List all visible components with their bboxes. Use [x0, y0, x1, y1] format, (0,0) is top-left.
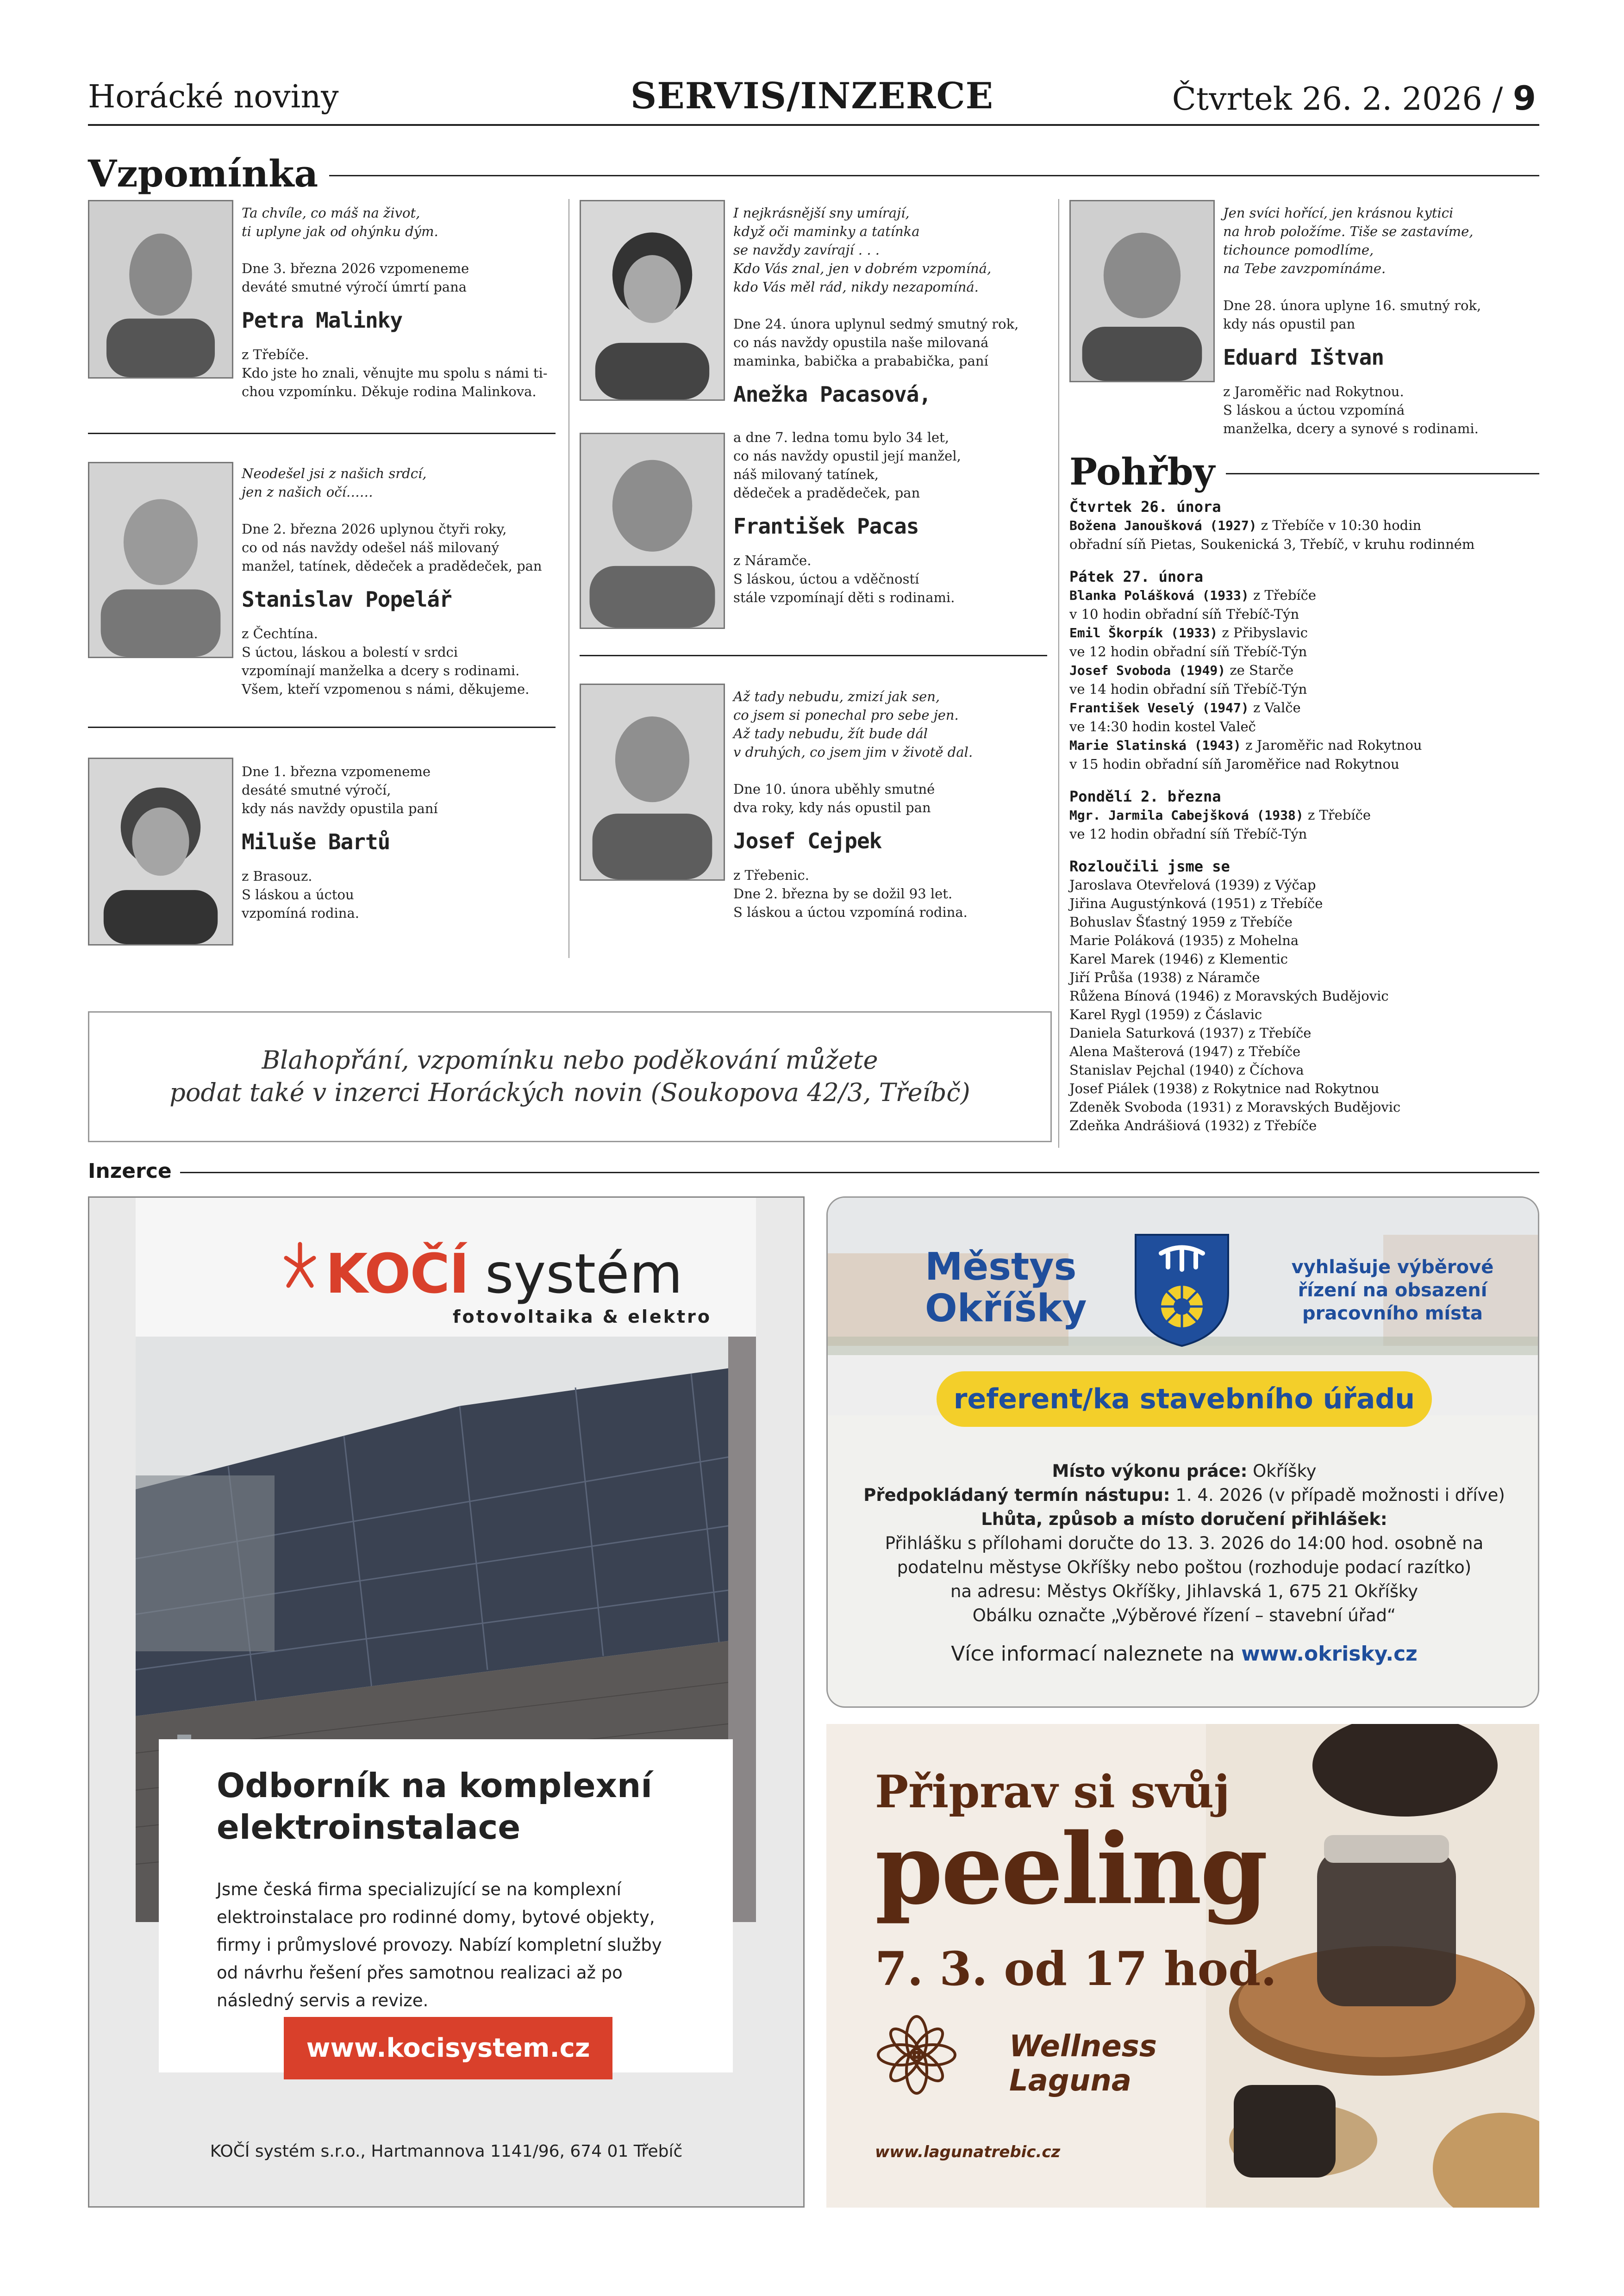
funeral-entry: František Veselý (1947) z Valče — [1069, 700, 1301, 716]
page-number: 9 — [1512, 79, 1536, 118]
farewell-item: Jaroslava Otevřelová (1939) z Výčap — [1069, 877, 1316, 893]
farewell-item: Zdeňka Andrášiová (1932) z Třebíče — [1069, 1118, 1317, 1133]
obituary-text: S úctou, láskou a bolestí v srdci vzpomínají manželka a dcery s rodinami. Všem, kteří vzpomenou s námi, děkujeme. — [242, 644, 530, 697]
funeral-day: Čtvrtek 26. února — [1069, 498, 1221, 516]
funeral-entry-detail: obřadní síň Pietas, Soukenická 3, Třebíč, v kruhu rodinném — [1069, 536, 1475, 552]
funeral-entry-detail: v 15 hodin obřadní síň Jaroměřice nad Rokytnou — [1069, 756, 1399, 772]
paper-name: Horácké noviny — [88, 79, 339, 115]
obituary-origin: z Čechtína. — [242, 626, 318, 641]
job-details: Místo výkonu práce: Okříšky Předpokládaný termín nástupu: 1. 4. 2026 (v případě možnosti i dříve) Lhůta, způsob a místo doručení přihlášek: Přihlášku s přílohami doručte do 13. 3. 2026 do 14:00 hod. osobně na podatelnu městyse Okříšky nebo poštou (rozhoduje podací razítko) na adresu: Městys Okříšky, Jihlavská 1, 675 21 Okříšky Obálku označte „Výběrové řízení – stavební úřad“ — [863, 1461, 1505, 1625]
funerals-list — [1069, 498, 1546, 1135]
farewell-item: Alena Mašterová (1947) z Třebíče — [1069, 1044, 1301, 1059]
farewell-heading: Rozloučili jsme se — [1069, 858, 1230, 875]
funeral-day: Pondělí 2. března — [1069, 788, 1221, 805]
divider — [580, 655, 1047, 656]
funeral-entry: Mgr. Jarmila Cabejšková (1938) z Třebíče — [1069, 807, 1371, 823]
obituary-6 — [733, 687, 1053, 921]
obituary-verse: Ta chvíle, co máš na život, ti uplyne jak od ohýnku dým. — [242, 205, 438, 239]
koci-headline: Odborník na komplexní elektroinstalace — [217, 1766, 652, 1847]
laguna-line1: Připrav si svůj — [875, 1766, 1230, 1818]
obituary-intro: Dne 3. března 2026 vzpomeneme deváté smutné výročí úmrtí pana — [242, 261, 469, 295]
portrait-photo — [88, 200, 233, 379]
notice-line: podat také v inzerci Horáckých novin (Soukopova 42/3, Třeíbč) — [169, 1078, 970, 1107]
farewell-item: Jiřina Augustýnková (1951) z Třebíče — [1069, 896, 1323, 911]
obituary-intro: Dne 28. února uplyne 16. smutný rok, kdy nás opustil pan — [1223, 298, 1481, 332]
laguna-headline: peeling — [875, 1812, 1267, 1926]
obituary-7 — [1223, 204, 1543, 438]
obituary-1 — [242, 204, 561, 401]
portrait-photo — [580, 433, 725, 629]
obituary-verse: I nejkrásnější sny umírají, když oči maminky a tatínka se navždy zavírají . . . Kdo Vás znal, jen v dobrém vzpomíná, kdo Vás měl rád, nikdy nezapomíná. — [733, 205, 992, 295]
more-info: Více informací naleznete na www.okrisky.cz — [951, 1642, 1418, 1666]
koci-brand: KOČÍ — [325, 1242, 468, 1306]
obituary-text: z Jaroměřic nad Rokytnou. S láskou a úctou vzpomíná manželka, dcery a synové s rodinami. — [1223, 384, 1479, 436]
portrait-photo — [580, 684, 725, 881]
obituary-3 — [242, 762, 561, 922]
obituary-text: S láskou a úctou vzpomíná rodina. — [242, 887, 359, 921]
obituary-text: Kdo jste ho znali, věnujte mu spolu s námi ti- chou vzpomínku. Děkuje rodina Malinkova. — [242, 365, 548, 399]
obituary-verse: Jen svíci hořící, jen krásnou kytici na hrob položíme. Tiše se zastavíme, tichounce pomodlíme, na Tebe zavzpomínáme. — [1223, 205, 1474, 276]
obituary-verse: Neodešel jsi z našich srdcí, jen z našich očí…… — [242, 466, 427, 500]
divider — [88, 433, 556, 434]
obituary-name: Stanislav Popelář — [242, 587, 452, 612]
farewell-item: Josef Piálek (1938) z Rokytnice nad Rokytnou — [1069, 1081, 1380, 1096]
obituary-intro: Dne 24. února uplynul sedmý smutný rok, co nás navždy opustila naše milovaná maminka, babička a prababička, paní — [733, 316, 1019, 369]
funeral-entry: Marie Slatinská (1943) z Jaroměřic nad Rokytnou — [1069, 737, 1422, 753]
coat-of-arms-icon — [1133, 1232, 1230, 1348]
obituary-text: Dne 2. března by se dožil 93 let. S láskou a úctou vzpomíná rodina. — [733, 886, 968, 920]
obituary-origin: z Brasouz. — [242, 868, 312, 884]
column-divider — [568, 199, 569, 958]
laguna-date: 7. 3. od 17 hod. — [875, 1941, 1277, 1996]
header-rule — [88, 124, 1539, 126]
obituary-intro: Dne 1. března vzpomeneme desáté smutné výročí, kdy nás navždy opustila paní — [242, 764, 438, 816]
funeral-entry: Emil Škorpík (1933) z Přibyslavic — [1069, 625, 1308, 641]
divider — [88, 727, 556, 728]
ad-koci-system — [88, 1196, 805, 2208]
obituary-name: Josef Cejpek — [733, 828, 882, 853]
obituary-name: Eduard Ištvan — [1223, 345, 1384, 370]
koci-website-button[interactable]: www.kocisystem.cz — [284, 2017, 612, 2079]
obituary-intro: a dne 7. ledna tomu bylo 34 let, co nás navždy opustil její manžel, náš milovaný tatínek, dědeček a pradědeček, pan — [733, 429, 961, 501]
obituary-name: Anežka Pacasová, — [733, 382, 931, 407]
koci-logo-icon — [281, 1235, 319, 1300]
funeral-day: Pátek 27. února — [1069, 568, 1203, 585]
lotus-logo-icon — [873, 2011, 961, 2099]
farewell-item: Daniela Saturková (1937) z Třebíče — [1069, 1025, 1312, 1041]
funeral-entry-detail: ve 12 hodin obřadní síň Třebíč-Týn — [1069, 644, 1307, 660]
portrait-photo — [580, 200, 725, 401]
greetings-notice — [88, 1011, 1052, 1142]
obituary-4 — [733, 204, 1053, 419]
obituary-verse: Až tady nebudu, zmizí jak sen, co jsem si ponechal pro sebe jen. Až tady nebudu, žít bude dál v druhých, co jsem jim v životě dal. — [733, 689, 973, 760]
obituary-intro: Dne 10. února uběhly smutné dva roky, kdy nás opustil pan — [733, 781, 935, 815]
funeral-entry-detail: ve 12 hodin obřadní síň Třebíč-Týn — [1069, 826, 1307, 842]
funeral-entry: Blanka Polášková (1933) z Třebíče — [1069, 587, 1317, 603]
koci-description: Jsme česká firma specializující se na komplexní elektroinstalace pro rodinné domy, bytové objekty, firmy i průmyslové provozy. Nabízí kompletní služby od návrhu řešení přes samotnou realizaci až po následný servis a revize. — [217, 1879, 662, 2010]
obituary-text: S láskou, úctou a vděčností stále vzpomínají děti s rodinami. — [733, 571, 955, 605]
obituary-origin: z Třebíče. — [242, 347, 309, 362]
portrait-photo — [88, 462, 233, 658]
obituary-origin: z Náramče. — [733, 553, 812, 568]
pohrby-heading: Pohřby — [1069, 450, 1226, 493]
obituary-origin: z Třebenic. — [733, 867, 810, 883]
farewell-item: Marie Poláková (1935) z Mohelna — [1069, 933, 1299, 948]
koci-brand-suffix: systém — [485, 1242, 683, 1306]
portrait-photo — [88, 758, 233, 946]
vzpominka-heading: Vzpomínka — [88, 152, 329, 195]
notice-line: Blahopřání, vzpomínku nebo poděkování můžete — [262, 1045, 878, 1075]
farewell-item: Karel Rygl (1959) z Čáslavic — [1069, 1007, 1262, 1022]
koci-tagline: fotovoltaika & elektro — [453, 1307, 712, 1327]
farewell-item: Karel Marek (1946) z Klementic — [1069, 951, 1288, 967]
laguna-website-link[interactable]: www.lagunatrebic.cz — [875, 2143, 1061, 2161]
portrait-photo — [1069, 200, 1215, 382]
funeral-entry: Josef Svoboda (1949) ze Starče — [1069, 662, 1294, 678]
funeral-entry: Božena Janoušková (1927) z Třebíče v 10:30 hodin — [1069, 517, 1422, 533]
obituary-2 — [242, 464, 561, 698]
inzerce-heading: Inzerce — [88, 1159, 180, 1183]
obituary-intro: Dne 2. března 2026 uplynou čtyři roky, co od nás navždy odešel náš milovaný manžel, tatínek, dědeček a pradědeček, pan — [242, 521, 542, 574]
farewell-item: Zdeněk Svoboda (1931) z Moravských Budějovic — [1069, 1099, 1401, 1115]
inzerce-rule — [88, 1172, 1539, 1173]
announce-text: vyhlašuje výběrové řízení na obsazení pracovního místa — [1291, 1257, 1494, 1324]
town-name: Městys Okříšky — [925, 1245, 1087, 1331]
column-divider — [1058, 199, 1059, 1148]
farewell-item: Jiří Průša (1938) z Náramče — [1069, 970, 1260, 985]
ad-wellness-laguna — [826, 1724, 1539, 2208]
koci-address: KOČÍ systém s.r.o., Hartmannova 1141/96, 674 01 Třebíč — [210, 2142, 683, 2161]
obituary-name: František Pacas — [733, 514, 919, 539]
funeral-entry-detail: ve 14 hodin obřadní síň Třebíč-Týn — [1069, 681, 1307, 697]
section-title: SERVIS/INZERCE — [630, 75, 994, 117]
funeral-entry-detail: ve 14:30 hodin kostel Valeč — [1069, 719, 1256, 734]
funeral-entry-detail: v 10 hodin obřadní síň Třebíč-Týn — [1069, 606, 1299, 622]
obituary-name: Miluše Bartů — [242, 829, 390, 854]
farewell-item: Růžena Bínová (1946) z Moravských Budějovic — [1069, 988, 1389, 1004]
obituary-name: Petra Malinky — [242, 308, 403, 333]
farewell-item: Bohuslav Šťastný 1959 z Třebíče — [1069, 914, 1293, 930]
okrisky-website-link[interactable]: www.okrisky.cz — [1241, 1642, 1418, 1666]
ad-okrisky-job — [826, 1196, 1539, 1708]
obituary-5 — [733, 428, 1053, 607]
laguna-brand: Wellness Laguna — [1009, 2029, 1157, 2098]
farewell-item: Stanislav Pejchal (1940) z Číchova — [1069, 1062, 1304, 1078]
position-banner: referent/ka stavebního úřadu — [937, 1371, 1432, 1427]
issue-date: Čtvrtek 26. 2. 2026 / 9 — [1172, 79, 1536, 118]
